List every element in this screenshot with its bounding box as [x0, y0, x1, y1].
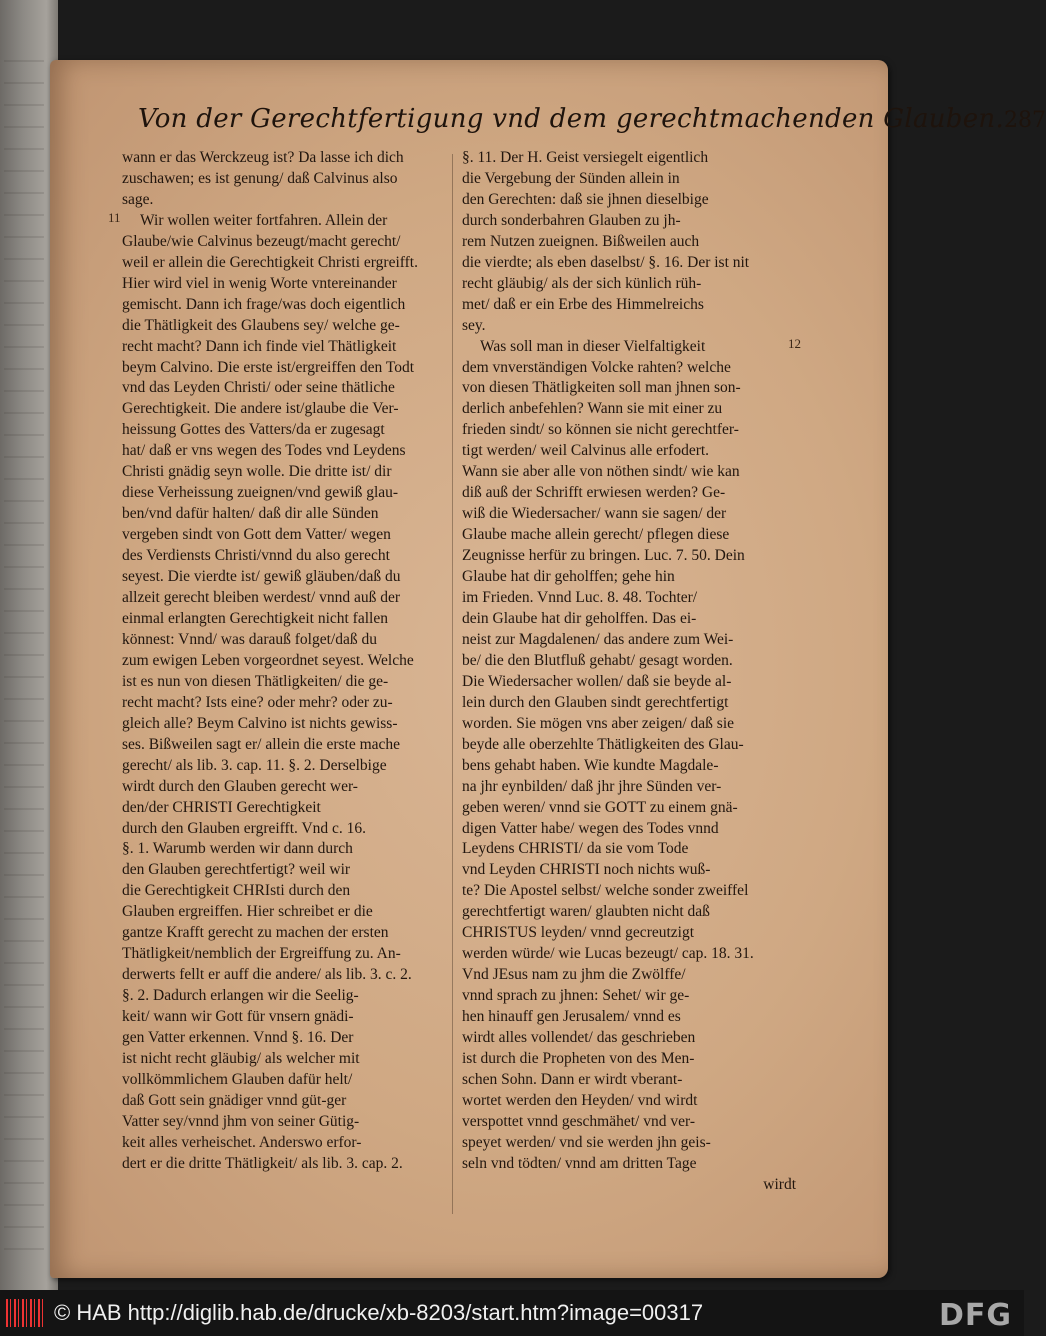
text-line: durch den Glauben ergreifft. Vnd c. 16. — [122, 819, 367, 837]
text-line: Glaube mache allein gerecht/ pflegen diese — [462, 526, 730, 544]
text-line: wann er das Werckzeug ist? Da lasse ich dich — [122, 149, 404, 166]
text-line: Zeugnisse herfür zu bringen. Luc. 7. 50. Dein — [462, 547, 745, 565]
text-line: geben weren/ vnnd sie GOTT zu einem gnä- — [462, 798, 738, 816]
hab-logo — [6, 1299, 46, 1327]
text-line: gleich alle? Beym Calvino ist nichts gewiss- — [122, 714, 398, 732]
text-line: vnd Leyden CHRISTI noch nichts wuß- — [462, 861, 711, 879]
text-line: gerecht/ als lib. 3. cap. 11. §. 2. Derselbige — [122, 756, 387, 774]
text-line: bens gehabt haben. Wie kundte Magdale- — [462, 756, 719, 774]
text-line: dein Glaube hat dir geholffen. Das ei- — [462, 609, 697, 627]
text-line: Christi gnädig seyn wolle. Die dritte ist/ dir — [122, 463, 392, 481]
text-line: dem vnverständigen Volcke rahten? welche — [462, 358, 731, 376]
running-title: Von der Gerechtfertigung vnd dem gerechtmachenden Glauben. — [138, 104, 1005, 134]
text-line: gerechtfertigt waren/ glaubten nicht daß — [462, 903, 710, 921]
text-line: beyde alle oberzehlte Thätligkeiten des Glau- — [462, 735, 744, 753]
text-line: gen Vatter erkennen. Vnnd §. 16. Der — [122, 1029, 354, 1047]
text-line: §. 11. Der H. Geist versiegelt eigentlich — [462, 149, 709, 166]
text-line: Vatter sey/vnnd jhm von seiner Gütig- — [122, 1112, 360, 1130]
margin-note-right: 12 — [788, 336, 801, 351]
text-line: durch sonderbahren Glauben zu jh- — [462, 211, 681, 229]
text-line: hen hinauff gen Jerusalem/ vnnd es — [462, 1008, 681, 1026]
text-line: keit/ wann wir Gott für vnsern gnädi- — [122, 1008, 354, 1026]
text-line: lein durch den Glauben sindt gerechtfertigt — [462, 693, 729, 711]
text-line: neist zur Magdalenen/ das andere zum Wei- — [462, 630, 734, 648]
running-head — [138, 104, 1046, 134]
text-line: könnest: Vnnd/ was darauß folget/daß du — [122, 630, 377, 648]
text-line: §. 2. Dadurch erlangen wir die Seelig- — [122, 987, 359, 1005]
text-line: wirdt alles vollendet/ das geschrieben — [462, 1029, 696, 1047]
text-line: vnnd sprach zu jhnen: Sehet/ wir ge- — [462, 987, 690, 1005]
text-line: Thätligkeit/nemblich der Ergreiffung zu. An- — [122, 945, 401, 963]
text-line: von diesen Thätligkeiten soll man jhnen son- — [462, 379, 741, 397]
text-line: gemischt. Dann ich frage/was doch eigentlich — [122, 295, 406, 313]
right-column — [462, 148, 796, 1196]
text-line: dert er die dritte Thätligkeit/ als lib. 3. cap. 2. — [122, 1154, 403, 1172]
text-line: heissung Gottes des Vatters/da er zugesagt — [122, 421, 385, 439]
text-line: digen Vatter habe/ wegen des Todes vnnd — [462, 819, 719, 837]
text-line: wiß die Wiedersacher/ wann sie sagen/ der — [462, 505, 727, 523]
text-line: den Gerechten: daß sie jhnen dieselbige — [462, 190, 709, 208]
text-line: sey. — [462, 316, 486, 334]
text-line: Gerechtigkeit. Die andere ist/glaube die Ver- — [122, 400, 399, 418]
text-line: CHRISTUS leyden/ vnnd gecreutzigt — [462, 924, 695, 942]
text-line: hat/ daß er vns wegen des Todes vnd Leydens — [122, 442, 406, 460]
text-line: den/der CHRISTI Gerechtigkeit — [122, 798, 321, 816]
text-line: Glaube/wie Calvinus bezeugt/macht gerecht/ — [122, 232, 401, 250]
text-line: recht macht? Dann ich finde viel Thätligkeit — [122, 337, 397, 355]
previous-page-edge — [4, 60, 44, 1260]
text-line: Leydens CHRISTI/ da sie vom Tode — [462, 840, 689, 858]
left-column — [122, 148, 458, 1175]
text-line: Hier wird viel in wenig Worte vntereinander — [122, 274, 397, 292]
text-line: na jhr eynbilden/ daß jhr jhre Sünden ver- — [462, 777, 722, 795]
text-line: recht gläubig/ als der sich künlich rüh- — [462, 274, 702, 292]
text-line: ben/vnd dafür halten/ daß dir alle Sünden — [122, 505, 379, 523]
text-line: worden. Sie mögen vns aber zeigen/ daß sie — [462, 714, 735, 732]
text-line: ist durch die Propheten von des Men- — [462, 1049, 695, 1067]
dfg-logo: DFG — [938, 1298, 1012, 1333]
text-line: Glaube hat dir geholffen; gehe hin — [462, 568, 675, 586]
text-line: weil er allein die Gerechtigkeit Christi ergreifft. — [122, 253, 418, 271]
text-line: des Verdiensts Christi/vnnd du also gerecht — [122, 547, 390, 565]
text-line: speyet werden/ vnd sie werden jhn geis- — [462, 1133, 711, 1151]
copyright-link[interactable]: © HAB http://diglib.hab.de/drucke/xb-8203/start.htm?image=00317 — [54, 1300, 704, 1325]
text-line: be/ die den Blutfluß gehabt/ gesagt worden. — [462, 651, 733, 669]
text-line: vergeben sindt von Gott dem Vatter/ wegen — [122, 526, 391, 544]
text-line: gantze Krafft gerecht zu machen der ersten — [122, 924, 389, 942]
text-line: daß Gott sein gnädiger vnnd güt-ger — [122, 1091, 347, 1109]
text-line: diese Verheissung zueignen/vnd gewiß glau- — [122, 484, 399, 502]
text-line: diß auß der Schrifft erwiesen werden? Ge- — [462, 484, 726, 502]
footer-bar — [0, 1290, 1024, 1336]
text-line: vnd das Leyden Christi/ oder seine thätliche — [122, 379, 395, 397]
text-line: verspottet vnnd geschmähet/ vnd ver- — [462, 1112, 695, 1130]
text-line: werden würde/ wie Lucas bezeugt/ cap. 18. 31. — [462, 945, 754, 963]
text-line: Was soll man in dieser Vielfaltigkeit — [480, 337, 706, 355]
text-line: wirdt — [763, 1175, 796, 1193]
text-line: seln vnd tödten/ vnnd am dritten Tage — [462, 1154, 697, 1172]
text-line: §. 1. Warumb werden wir dann durch — [122, 840, 353, 858]
text-line: te? Die Apostel selbst/ welche sonder zweiffel — [462, 882, 749, 900]
text-line: zum ewigen Leben vorgeordnet seyest. Welche — [122, 651, 414, 669]
text-line: schen Sohn. Dann er wirdt vberant- — [462, 1070, 683, 1088]
page-number: 287 — [1004, 108, 1046, 133]
text-line: ist nicht recht gläubig/ als welcher mit — [122, 1049, 360, 1067]
text-line: met/ daß er ein Erbe des Himmelreichs — [462, 295, 704, 313]
text-line: frieden sindt/ so können sie nicht gerechtfer- — [462, 421, 739, 439]
text-line: derlich anbefehlen? Wann sie mit einer zu — [462, 400, 723, 418]
text-line: Wann sie aber alle von nöthen sindt/ wie kan — [462, 463, 740, 481]
text-line: ist es nun von diesen Thätligkeiten/ die ge- — [122, 672, 389, 690]
text-line: beym Calvino. Die erste ist/ergreiffen den Todt — [122, 358, 415, 376]
text-line: derwerts fellt er auff die andere/ als lib. 3. c. 2. — [122, 966, 412, 984]
text-line: einmal erlangten Gerechtigkeit nicht fallen — [122, 609, 388, 627]
text-line: Glauben ergreiffen. Hier schreibet er die — [122, 903, 373, 921]
text-line: tigt werden/ weil Calvinus alle erfodert. — [462, 442, 710, 460]
text-line: seyest. Die vierdte ist/ gewiß gläuben/daß du — [122, 568, 401, 586]
margin-note-left: 11 — [108, 210, 121, 225]
text-line: wortet werden den Heyden/ vnd wirdt — [462, 1091, 698, 1109]
text-line: sage. — [122, 190, 154, 208]
book-page — [50, 60, 1046, 1278]
text-line: Die Wiedersacher wollen/ daß sie beyde al- — [462, 672, 732, 690]
text-line: zuschawen; es ist genung/ daß Calvinus also — [122, 169, 398, 187]
text-line: im Frieden. Vnnd Luc. 8. 48. Tochter/ — [462, 589, 698, 607]
text-line: Vnd JEsus nam zu jhm die Zwölffe/ — [462, 966, 686, 984]
text-line: recht macht? Ists eine? oder mehr? oder zu- — [122, 693, 393, 711]
text-line: die Vergebung der Sünden allein in — [462, 169, 680, 187]
text-line: rem Nutzen zueignen. Bißweilen auch — [462, 232, 700, 250]
text-line: wirdt durch den Glauben gerecht wer- — [122, 777, 358, 795]
text-line: die vierdte; als eben daselbst/ §. 16. Der ist nit — [462, 253, 750, 271]
text-line: die Gerechtigkeit CHRIsti durch den — [122, 882, 351, 900]
text-line: ses. Bißweilen sagt er/ allein die erste mache — [122, 735, 401, 753]
text-line: den Glauben gerechtfertigt? weil wir — [122, 861, 351, 879]
text-line: vollkömmlichem Glauben dafür helt/ — [122, 1070, 353, 1088]
text-line: keit alles verheischet. Anderswo erfor- — [122, 1133, 362, 1151]
text-line: Wir wollen weiter fortfahren. Allein der — [140, 211, 388, 229]
text-line: allzeit gerecht bleiben werdest/ vnnd auß der — [122, 589, 401, 607]
text-line: die Thätligkeit des Glaubens sey/ welche ge- — [122, 316, 400, 334]
